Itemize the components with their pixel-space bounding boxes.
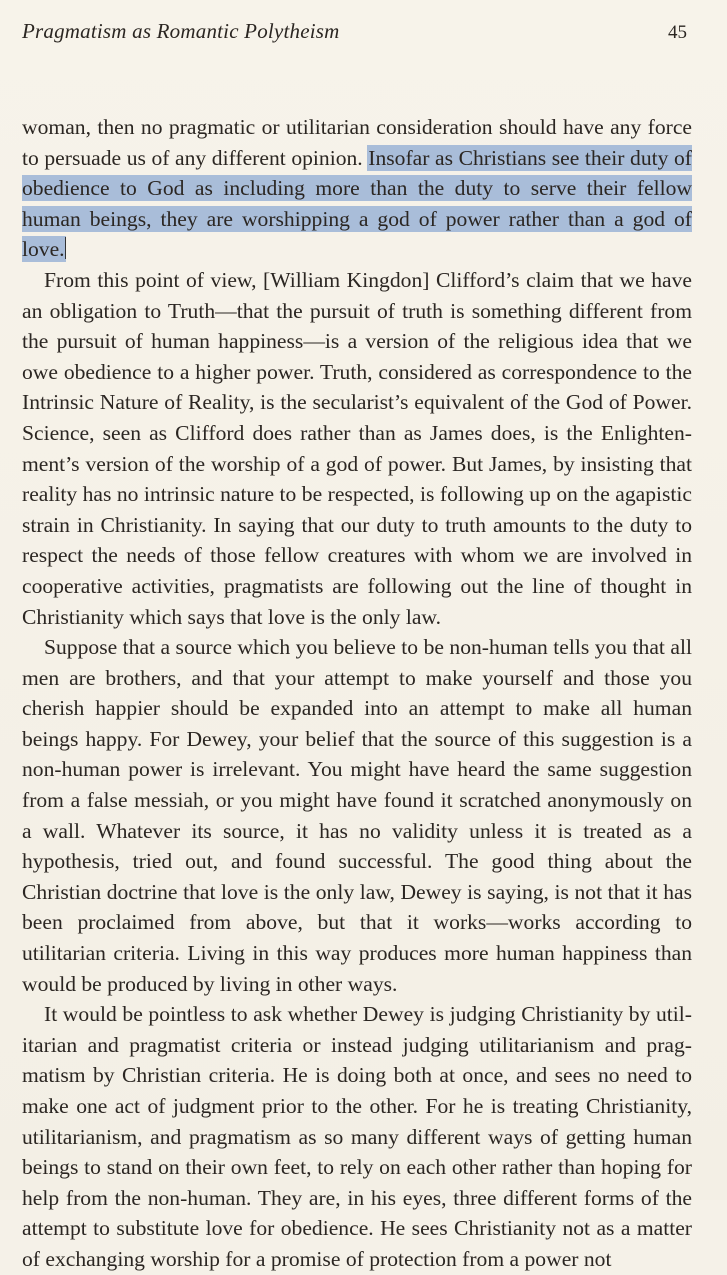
paragraph: From this point of view, [William Kingdon] Clifford’s claim that we have an obligation to Truth—that the pursuit of truth is something different from the pursuit of human happiness—is a version of the religious idea that we owe obedience to a higher power. Truth, considered as correspondence to the Intrinsic Nature of Reality, is the secularist’s equivalent of the God of Power. Science, seen as Clifford does rather than as James does, is the Enlightenment’s version of the worship of a god of power. But James, by insisting that reality has no intrinsic nature to be respected, is following up on the agapistic strain in Christianity. In saying that our duty to truth amounts to the duty to respect the needs of those fellow creatures with whom we are involved in cooperative activities, pragmatists are following out the line of thought in Christianity which says that love is the only law.	[22, 267, 692, 629]
highlighted-passage[interactable]: Insofar as Christians see their duty of obedience to God as including more than the duty to serve their fellow human beings, they are worshipping a god of power rather than a god of love.	[22, 145, 692, 262]
text-cursor	[65, 237, 66, 259]
running-head	[22, 14, 687, 48]
body-text	[22, 112, 692, 1275]
paragraph-continued	[22, 112, 692, 265]
page-number: 45	[668, 22, 687, 43]
running-title: Pragmatism as Romantic Polytheism	[22, 19, 340, 43]
paragraph-text: woman, then no pragmatic or utilitarian consideration should have any force to persuade us of any different opinion.	[22, 115, 692, 170]
paragraph: It would be pointless to ask whether Dewey is judging Christianity by utilitarian and pragmatist criteria or instead judging utilitarianism and pragmatism by Christian criteria. He is doing both at once, and sees no need to make one act of judgment prior to the other. For he is treating Christianity, utilitarianism, and pragmatism as so many different ways of getting human beings to stand on their own feet, to rely on each other rather than hoping for help from the non-human. They are, in his eyes, three different forms of the attempt to substitute love for obedience. He sees Christianity not as a matter of exchanging worship for a promise of protection from a power not	[22, 1002, 692, 1271]
paragraph: Suppose that a source which you believe to be non-human tells you that all men are brothers, and that your attempt to make yourself and those you cherish happier should be expanded into an attempt to make all human beings happy. For Dewey, your belief that the source of this suggestion is a non-human power is irrelevant. You might have heard the same suggestion from a false messiah, or you might have found it scratched anonymously on a wall. Whatever its source, it has no validity unless it is treated as a hypothesis, tried out, and found successful. The good thing about the Christian doctrine that love is the only law, Dewey is saying, is not that it has been proclaimed from above, but that it works—works according to utilitarian criteria. Living in this way produces more human happiness than would be produced by living in other ways.	[22, 635, 692, 996]
